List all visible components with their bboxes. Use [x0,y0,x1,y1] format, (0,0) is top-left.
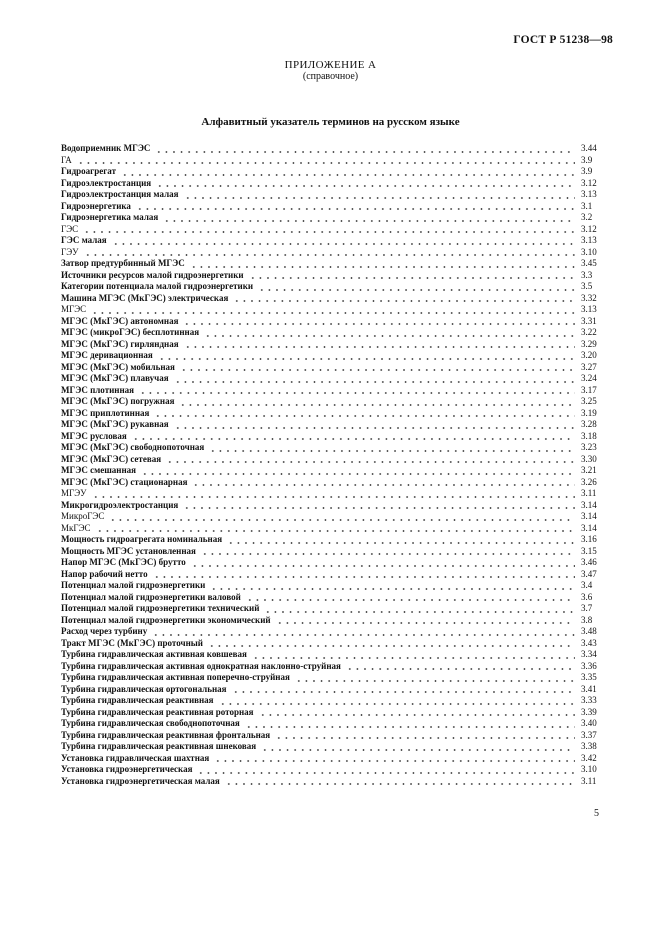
index-ref: 3.38 [581,741,597,751]
index-entry [61,649,617,661]
page-number: 5 [594,808,599,819]
index-entry [61,385,617,397]
appendix-subtitle: (справочное) [302,71,359,82]
index-ref: 3.37 [581,729,597,740]
index-entry [61,626,617,638]
index-term: МГЭС русловая [61,430,127,441]
index-entry [61,684,617,696]
index-ref: 3.18 [581,430,597,441]
index-ref: 3.21 [581,465,597,475]
dot-leader [84,254,575,256]
index-entry [61,373,617,385]
index-term: Напор МГЭС (МкГЭС) брутто [61,557,186,567]
dot-leader [197,772,575,774]
index-term: Потенциал малой гидроэнергетики [61,580,206,590]
index-ref: 3.44 [581,143,597,153]
index-term: ГЭУ [61,246,79,257]
index-entry [61,350,617,362]
dot-leader [261,749,575,751]
index-entry [61,419,617,431]
index-ref: 3.16 [581,534,597,544]
index-entry [61,270,617,282]
dot-leader [264,611,575,613]
index-term: Гидроэлектростанция [61,177,152,188]
dot-leader [295,680,575,682]
index-entry [61,442,617,454]
index-term: ГЭС [61,223,79,234]
index-entry [61,396,617,408]
index-entry [61,258,617,270]
index-ref: 3.22 [581,327,597,337]
dot-leader [153,576,575,578]
index-ref: 3.36 [581,660,597,671]
dot-leader [204,335,575,337]
dot-leader [208,645,575,647]
index-term: Гидроагрегат [61,166,116,176]
index-term: МикроГЭС [61,511,105,521]
index-ref: 3.29 [581,338,597,349]
dot-leader [141,473,575,475]
index-ref: 3.40 [581,718,597,728]
index-entry [61,534,617,546]
dot-leader [249,277,575,279]
index-ref: 3.19 [581,407,597,418]
index-term: Турбина гидравлическая свободнопоточная [61,718,240,728]
index-ref: 3.13 [581,304,597,314]
index-entry [61,707,617,719]
index-term: МГЭС смешанная [61,465,137,475]
index-entry [61,166,617,178]
index-entry [61,776,617,788]
index-term: МГЭС (МкГЭС) автономная [61,315,179,326]
index-entry [61,523,617,535]
index-ref: 3.48 [581,626,597,636]
dot-leader [275,737,575,739]
index-term: Турбина гидравлическая активная поперечно-струйная [61,672,290,682]
index-ref: 3.26 [581,476,597,487]
index-entry [61,339,617,351]
dot-leader [184,197,576,199]
index-ref: 3.47 [581,568,597,579]
index-term: МкГЭС [61,522,91,533]
index-entry [61,638,617,650]
index-term: Мощность гидроагрегата номинальная [61,534,223,544]
index-term: Тракт МГЭС (МкГЭС) проточный [61,637,203,648]
index-entry [61,753,617,765]
index-entry [61,201,617,213]
dot-leader [201,553,575,555]
index-entry [61,569,617,581]
index-ref: 3.14 [581,499,597,510]
index-term: МГЭС (микроГЭС) бесплотинная [61,327,200,337]
index-ref: 3.4 [581,580,593,590]
dot-leader [258,289,575,291]
index-term: Потенциал малой гидроэнергетики экономический [61,614,271,625]
index-entry [61,557,617,569]
index-term: Гидроэлектростанция малая [61,189,179,199]
index-entry [61,143,617,155]
dot-leader [225,783,575,785]
index-term: Машина МГЭС (МкГЭС) электрическая [61,292,229,303]
index-term: Турбина гидравлическая реактивная [61,695,214,705]
index-term: Турбина гидравлическая реактивная роторная [61,706,254,717]
index-ref: 3.31 [581,315,597,326]
index-entry [61,316,617,328]
index-entry [61,695,617,707]
index-term: Затвор предтурбинный МГЭС [61,258,185,268]
dot-leader [158,358,575,360]
dot-leader [163,220,575,222]
dot-leader [77,162,575,164]
dot-leader [136,208,575,210]
document-code: ГОСТ Р 51238—98 [513,34,613,46]
index-ref: 3.9 [581,154,593,165]
index-term: Турбина гидравлическая активная ковшевая [61,649,247,659]
index-ref: 3.10 [581,764,597,774]
dot-leader [276,622,575,624]
index-entry [61,718,617,730]
dot-leader [191,565,575,567]
index-term: Гидроэнергетика малая [61,212,159,222]
dot-leader [190,266,575,268]
index-ref: 3.25 [581,396,597,406]
dot-leader [92,496,575,498]
index-entry [61,672,617,684]
index-entry [61,465,617,477]
index-entry [61,546,617,558]
index-entry [61,741,617,753]
index-ref: 3.45 [581,258,597,268]
dot-leader [214,760,575,762]
index-ref: 3.33 [581,695,597,705]
index-entry [61,155,617,167]
index-ref: 3.11 [581,488,597,498]
index-ref: 3.46 [581,557,597,567]
index-term: Категории потенциала малой гидроэнергетики [61,281,254,291]
index-term: Турбина гидравлическая активная однократная наклонно-струйная [61,660,341,671]
index-term: МГЭС приплотинная [61,407,150,418]
index-ref: 3.35 [581,672,597,682]
appendix-title: ПРИЛОЖЕНИЕ А [284,59,377,71]
dot-leader [245,726,575,728]
index-ref: 3.14 [581,511,597,521]
index-term: МГЭС плотинная [61,384,135,395]
index-term: МГЭС (МкГЭС) плавучая [61,373,169,383]
index-term: Гидроэнергетика [61,200,131,211]
index-term: Мощность МГЭС установленная [61,545,196,556]
index-ref: 3.30 [581,453,597,464]
dot-leader [183,323,575,325]
index-term: Потенциал малой гидроэнергетики технический [61,603,260,613]
index-entry [61,500,617,512]
index-ref: 3.42 [581,752,597,763]
index-term: ГЭС малая [61,235,107,245]
index-ref: 3.12 [581,223,597,234]
index-ref: 3.15 [581,545,597,556]
index-entry [61,454,617,466]
index-entry [61,615,617,627]
index-entry [61,293,617,305]
index-entry [61,592,617,604]
index-ref: 3.43 [581,637,597,648]
dot-leader [109,519,575,521]
dot-leader [180,369,575,371]
index-term: МГЭУ [61,488,87,498]
index-entry [61,281,617,293]
index-term: Турбина гидравлическая ортогональная [61,683,227,694]
dot-leader [219,703,575,705]
index-entry [61,764,617,776]
index-term: Напор рабочий нетто [61,568,148,579]
index-ref: 3.13 [581,189,597,199]
dot-leader [346,668,575,670]
index-ref: 3.8 [581,614,593,625]
dot-leader [154,415,575,417]
index-term: МГЭС (МкГЭС) сетевая [61,453,162,464]
dot-leader [232,691,575,693]
dot-leader [252,657,575,659]
dot-leader [132,438,575,440]
dot-leader [192,484,575,486]
index-term: МГЭС (МкГЭС) свободнопоточная [61,442,205,452]
index-ref: 3.32 [581,292,597,303]
index-ref: 3.9 [581,166,593,176]
index-entry [61,247,617,259]
index-entry [61,362,617,374]
index-entry [61,235,617,247]
index-ref: 3.6 [581,591,593,602]
index-term: Турбина гидравлическая реактивная шнековая [61,741,257,751]
index-entry [61,511,617,523]
index-ref: 3.10 [581,246,597,257]
index-entry [61,224,617,236]
dot-leader [183,507,575,509]
index-term: Расход через турбину [61,626,148,636]
index-term: Водоприемник МГЭС [61,143,151,153]
index-ref: 3.2 [581,212,593,222]
index-entry [61,408,617,420]
index-term: Установка гидроэнергетическая [61,764,193,774]
dot-leader [174,427,575,429]
index-term: Установка гидравлическая шахтная [61,752,210,763]
index-ref: 3.20 [581,350,597,360]
index-term: Микрогидроэлектростанция [61,499,179,510]
index-term: МГЭС (МкГЭС) погружная [61,396,175,406]
index-entry [61,327,617,339]
index-term: Установка гидроэнергетическая малая [61,775,220,786]
index-entry [61,488,617,500]
index-entry [61,477,617,489]
dot-leader [210,588,575,590]
dot-leader [209,450,575,452]
dot-leader [246,599,575,601]
dot-leader [259,714,575,716]
index-term: МГЭС деривационная [61,350,153,360]
index-ref: 3.5 [581,281,593,291]
index-ref: 3.34 [581,649,597,659]
index-ref: 3.41 [581,683,597,694]
index-term: МГЭС (МкГЭС) стационарная [61,476,188,487]
index-entry [61,431,617,443]
dot-leader [83,231,575,233]
index-ref: 3.13 [581,235,597,245]
index-ref: 3.12 [581,177,597,188]
index-term: ГА [61,154,72,165]
dot-leader [112,243,575,245]
dot-leader [152,634,575,636]
index-ref: 3.28 [581,419,597,429]
index-ref: 3.27 [581,361,597,372]
index-list [61,143,617,787]
index-term: МГЭС (МкГЭС) мобильная [61,361,175,372]
index-term: МГЭС (МкГЭС) рукавная [61,419,169,429]
dot-leader [174,381,575,383]
index-entry [61,212,617,224]
index-entry [61,304,617,316]
index-ref: 3.14 [581,522,597,533]
index-ref: 3.1 [581,200,593,211]
index-ref: 3.23 [581,442,597,452]
index-term: МГЭС (МкГЭС) гирляндная [61,338,179,349]
index-entry [61,730,617,742]
dot-leader [155,151,575,153]
index-entry [61,189,617,201]
dot-leader [184,346,575,348]
dot-leader [166,461,575,463]
index-entry [61,580,617,592]
dot-leader [139,392,575,394]
dot-leader [156,185,575,187]
index-ref: 3.17 [581,384,597,395]
index-ref: 3.7 [581,603,593,613]
index-ref: 3.11 [581,775,597,786]
dot-leader [233,300,575,302]
dot-leader [179,404,575,406]
index-term: Потенциал малой гидроэнергетики валовой [61,591,241,602]
dot-leader [96,530,575,532]
index-ref: 3.3 [581,269,593,280]
index-entry [61,661,617,673]
dot-leader [91,312,575,314]
index-entry [61,178,617,190]
dot-leader [121,174,575,176]
index-term: Источники ресурсов малой гидроэнергетики [61,269,244,280]
index-ref: 3.24 [581,373,597,383]
index-term: Турбина гидравлическая реактивная фронтальная [61,729,271,740]
index-term: МГЭС [61,304,87,314]
dot-leader [227,542,575,544]
index-entry [61,603,617,615]
index-title: Алфавитный указатель терминов на русском языке [201,116,460,128]
index-ref: 3.39 [581,706,597,717]
